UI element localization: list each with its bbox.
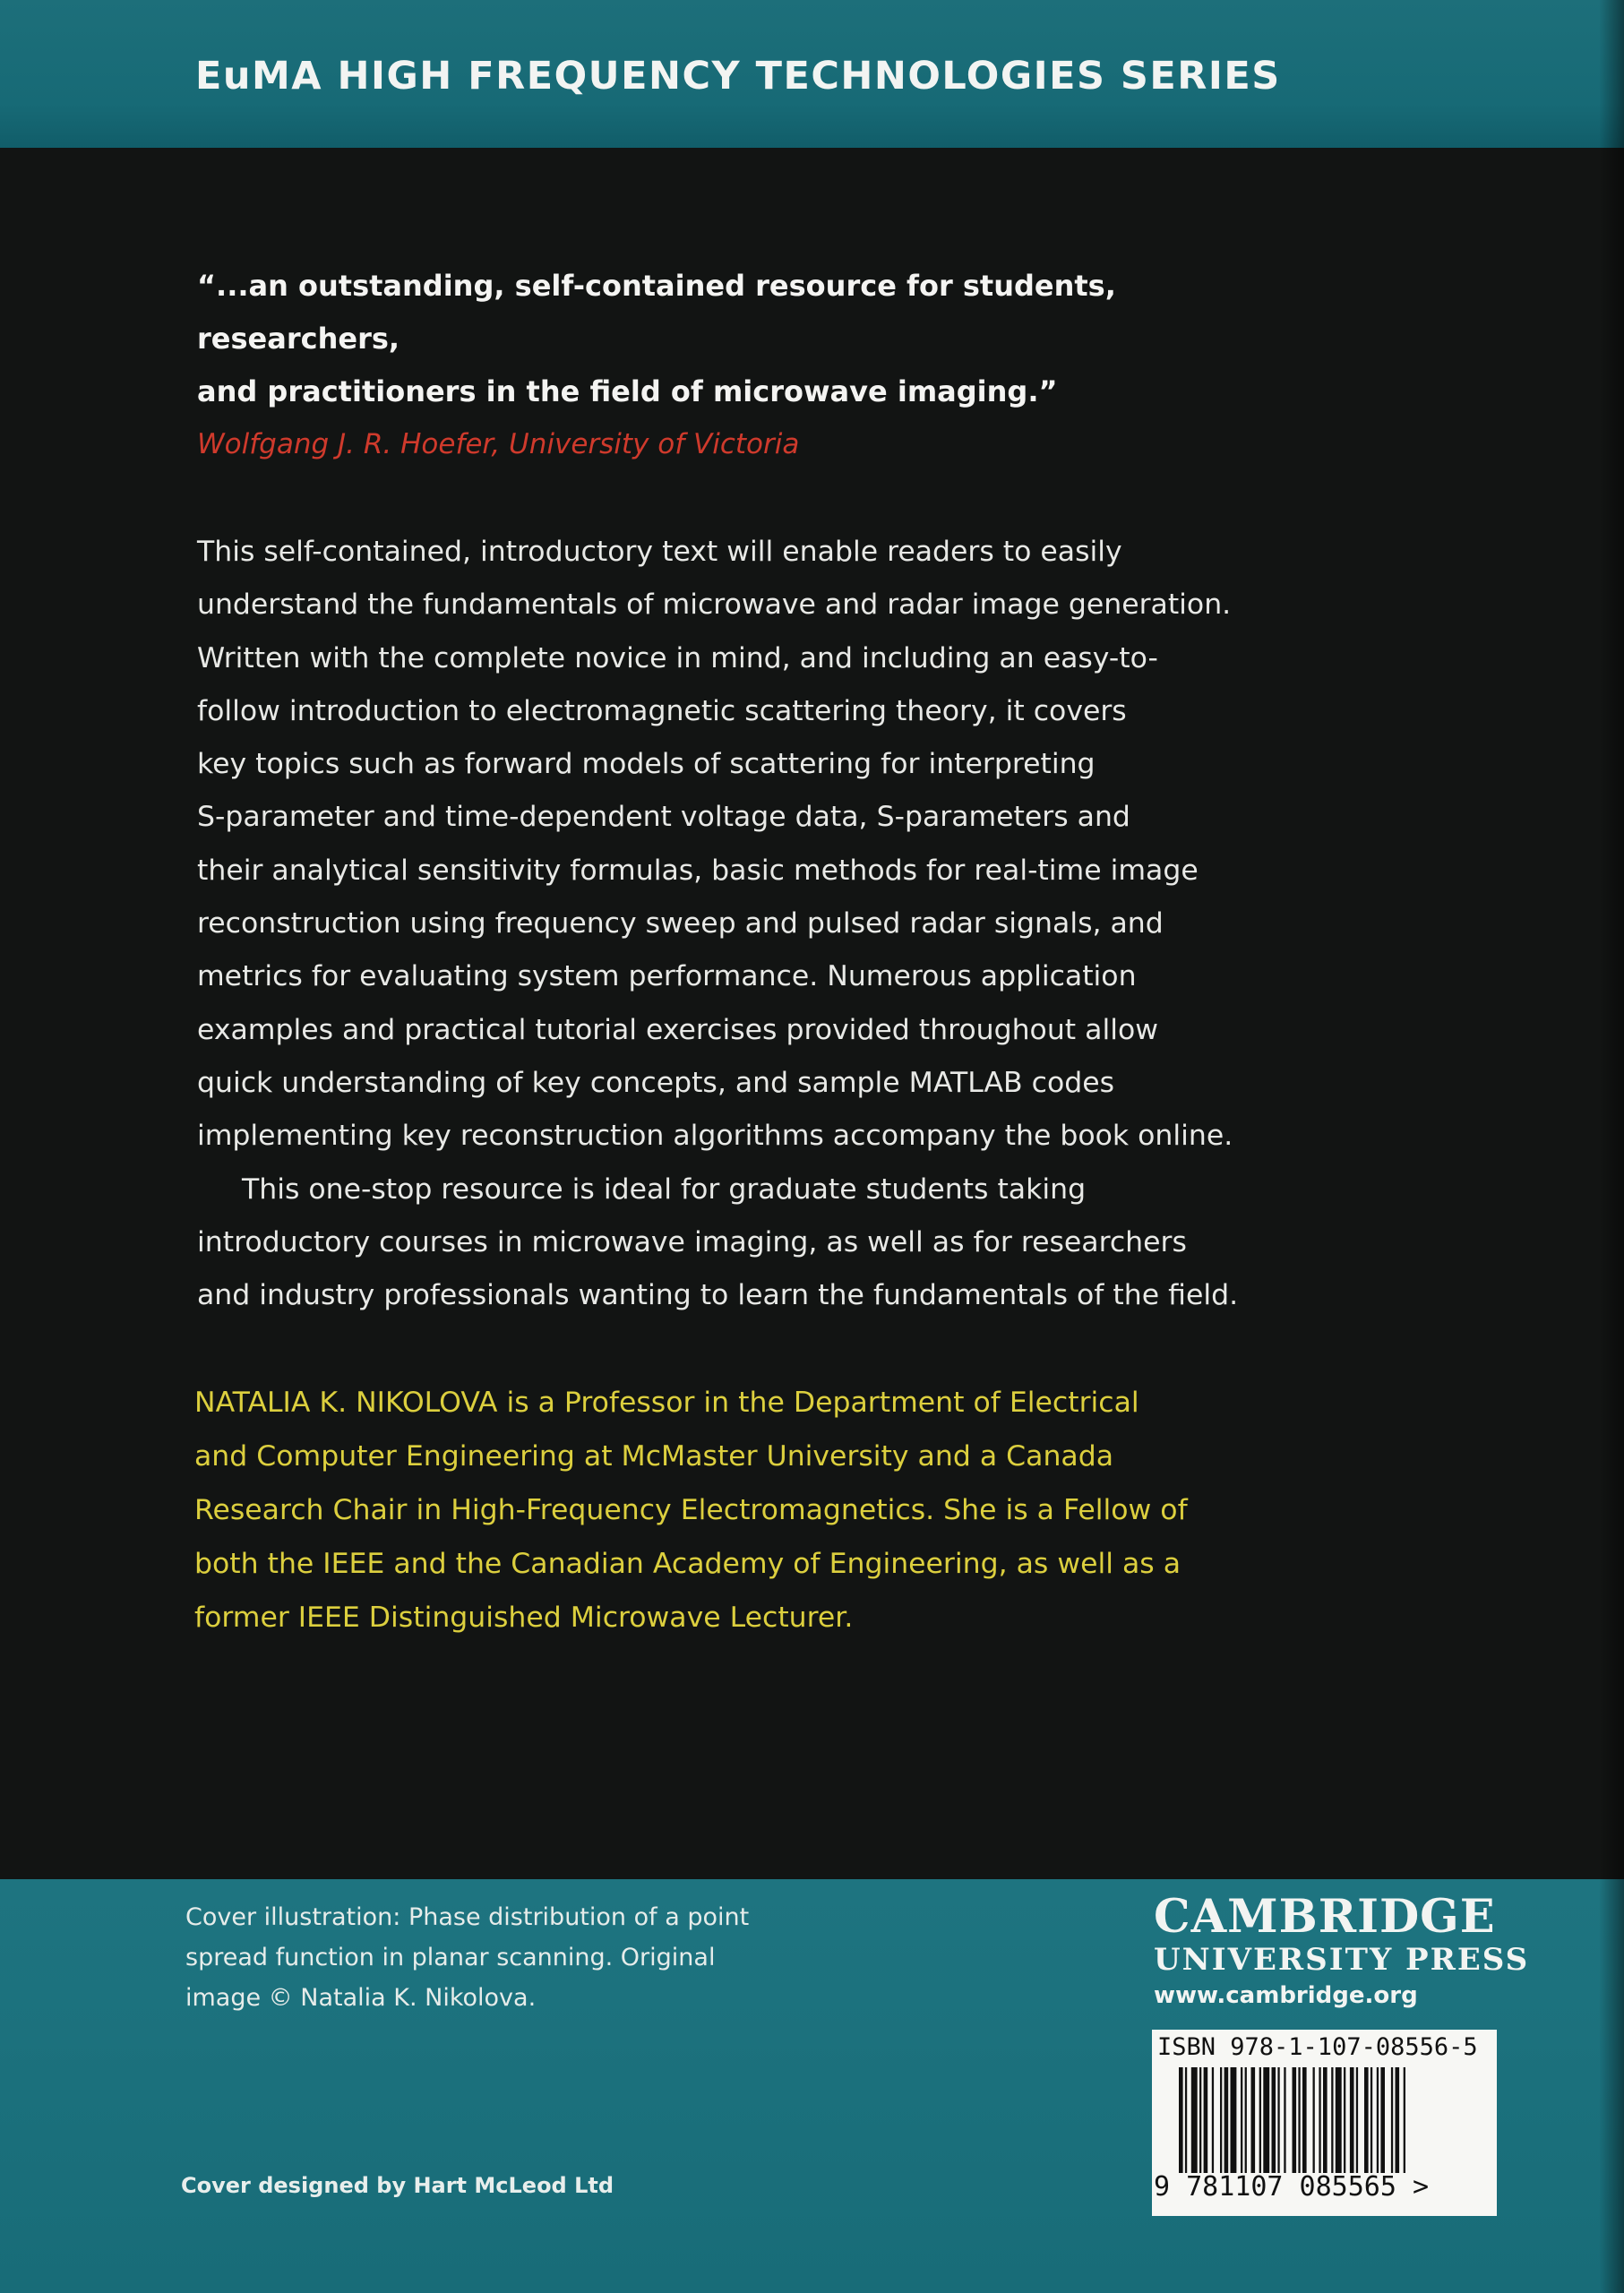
main-text-area — [194, 260, 1272, 1645]
description-line: metrics for evaluating system performance. Numerous application — [197, 960, 1137, 993]
author-bio-line: former IEEE Distinguished Microwave Lecturer. — [194, 1602, 854, 1635]
author-bio-line: both the IEEE and the Canadian Academy of Engineering, as well as a — [194, 1548, 1181, 1581]
barcode-bar — [1356, 2067, 1358, 2173]
description-line: This one-stop resource is ideal for graduate students taking — [242, 1172, 1087, 1206]
barcode-label — [1152, 2030, 1497, 2216]
barcode-bar — [1331, 2067, 1333, 2173]
isbn-text: ISBN 978-1-107-08556-5 — [1157, 2033, 1478, 2061]
quote-attribution: Wolfgang J. R. Hoefer, University of Victoria — [197, 428, 800, 460]
cover-edge — [1599, 0, 1624, 2293]
barcode-bar — [1302, 2067, 1307, 2173]
publisher-url: www.cambridge.org — [1154, 1982, 1418, 2009]
publisher-name: CAMBRIDGE — [1154, 1890, 1496, 1944]
cover-illustration-credit — [185, 1897, 795, 2018]
barcode-bar — [1191, 2067, 1198, 2173]
barcode-bar — [1396, 2067, 1400, 2173]
publisher-subtitle: UNIVERSITY PRESS — [1154, 1942, 1530, 1978]
barcode-bar — [1380, 2067, 1385, 2173]
publisher-logo — [1154, 1890, 1530, 2014]
barcode-bar — [1251, 2067, 1256, 2173]
description-line: examples and practical tutorial exercises provided throughout allow — [197, 1013, 1158, 1046]
author-bio-line: Research Chair in High-Frequency Electromagnetics. She is a Fellow of — [194, 1494, 1188, 1527]
barcode-bar — [1224, 2067, 1229, 2173]
author-bio — [194, 1376, 1272, 1645]
barcode-bar — [1323, 2067, 1328, 2173]
cover-designer-credit: Cover designed by Hart McLeod Ltd — [181, 2173, 614, 2198]
barcode-bar — [1212, 2067, 1214, 2173]
barcode-bar — [1220, 2067, 1222, 2173]
description-line: quick understanding of key concepts, and sample MATLAB codes — [197, 1066, 1115, 1099]
barcode-bar — [1404, 2067, 1405, 2173]
barcode-digits: 9 781107 085565 > — [1154, 2171, 1430, 2203]
description-line: Written with the complete novice in mind, and including an easy-to- — [197, 641, 1158, 674]
barcode-bar — [1277, 2067, 1279, 2173]
barcode-bar — [1313, 2067, 1315, 2173]
credit-line: image © Natalia K. Nikolova. — [185, 1984, 537, 2012]
quote-line: “...an outstanding, self-contained resource for students, researchers, — [197, 269, 1116, 356]
description-line: understand the fundamentals of microwave and radar image generation. — [197, 588, 1232, 622]
barcode-bar — [1298, 2067, 1300, 2173]
barcode-bar — [1391, 2067, 1393, 2173]
description-line: their analytical sensitivity formulas, basic methods for real-time image — [197, 854, 1199, 887]
barcode-bar — [1245, 2067, 1247, 2173]
author-bio-line: NATALIA K. NIKOLOVA is a Professor in the Department of Electrical — [194, 1387, 1139, 1420]
barcode-bar — [1179, 2067, 1183, 2173]
description-line: follow introduction to electromagnetic scattering theory, it covers — [197, 694, 1127, 727]
description-line: This self-contained, introductory text will enable readers to easily — [197, 536, 1122, 568]
barcode-bar — [1204, 2067, 1208, 2173]
barcode-icon — [1179, 2067, 1474, 2173]
barcode-bar — [1364, 2067, 1369, 2173]
barcode-bar — [1241, 2067, 1242, 2173]
book-description — [197, 526, 1272, 1322]
barcode-bar — [1350, 2067, 1354, 2173]
barcode-bar — [1185, 2067, 1187, 2173]
barcode-bar — [1319, 2067, 1320, 2173]
barcode-bar — [1231, 2067, 1237, 2173]
barcode-bar — [1199, 2067, 1201, 2173]
series-band — [0, 0, 1624, 148]
barcode-bar — [1344, 2067, 1345, 2173]
barcode-bar — [1263, 2067, 1269, 2173]
quote-line: and practitioners in the field of microwave imaging.” — [197, 374, 1058, 408]
description-line: S-parameter and time-dependent voltage data, S-parameters and — [197, 801, 1130, 834]
series-title: EuMA HIGH FREQUENCY TECHNOLOGIES SERIES — [195, 54, 1281, 99]
barcode-bar — [1377, 2067, 1379, 2173]
barcode-bar — [1336, 2067, 1342, 2173]
barcode-bar — [1284, 2067, 1285, 2173]
credit-line: spread function in planar scanning. Original — [185, 1944, 716, 1971]
barcode-bar — [1293, 2067, 1297, 2173]
barcode-bar — [1259, 2067, 1261, 2173]
author-bio-line: and Computer Engineering at McMaster University and a Canada — [194, 1440, 1114, 1473]
endorsement-quote — [197, 260, 1272, 470]
description-line: and industry professionals wanting to learn the fundamentals of the field. — [197, 1279, 1239, 1312]
barcode-bar — [1272, 2067, 1276, 2173]
description-line: reconstruction using frequency sweep and pulsed radar signals, and — [197, 907, 1164, 940]
credit-line: Cover illustration: Phase distribution of a point — [185, 1903, 750, 1931]
description-line: introductory courses in microwave imaging, as well as for researchers — [197, 1225, 1187, 1258]
description-line: implementing key reconstruction algorithms accompany the book online. — [197, 1120, 1233, 1153]
description-line: key topics such as forward models of scattering for interpreting — [197, 748, 1096, 781]
barcode-bar — [1371, 2067, 1372, 2173]
